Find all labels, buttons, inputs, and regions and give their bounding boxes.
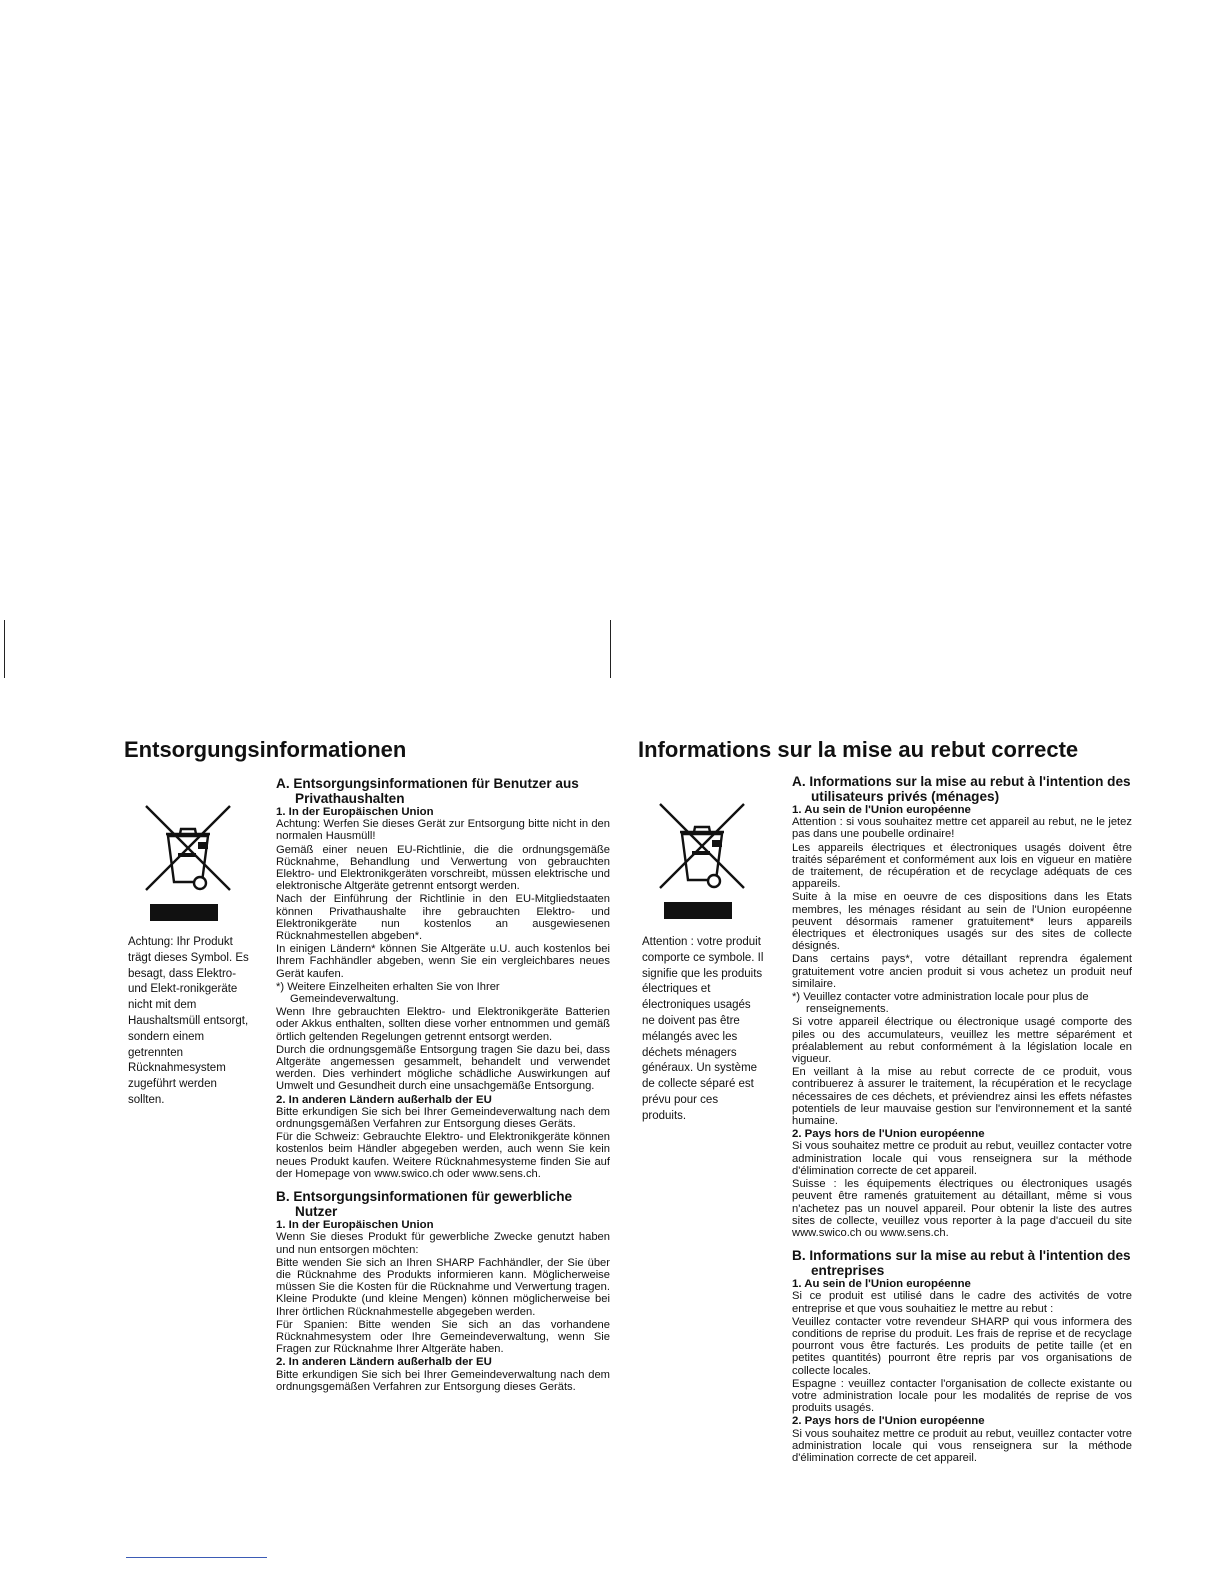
crop-mark-left xyxy=(4,620,5,678)
german-b-paragraph: Bitte erkundigen Sie sich bei Ihrer Gemeindeverwaltung nach dem ordnungsgemäßen Verfahren zur Entsorgung dieses Geräts. xyxy=(276,1368,610,1393)
german-a-paragraph: Für die Schweiz: Gebrauchte Elektro- und Elektronikgeräte können kostenlos beim Händler abgegeben werden, auch wenn Sie kein neues Produkt kaufen. Weitere Rücknahmesysteme finden Sie auf der Homepage von www.swico.ch oder www.sens.ch. xyxy=(276,1131,610,1180)
french-a-paragraph: Suite à la mise en oeuvre de ces dispositions dans les Etats membres, les ménages résidant au sein de l'Union européenne peuvent désormais ramener gratuitement* leurs appareils électriques et électroniques usagés sur des sites de collecte désignés. xyxy=(792,891,1132,953)
german-b-paragraph: Bitte wenden Sie sich an Ihren SHARP Fachhändler, der Sie über die Rücknahme des Produkts informieren kann. Möglicherweise müssen Sie die Kosten für die Rücknahme und Verwertung tragen. Kleine Produkte (und kleine Mengen) können möglicherweise bei Ihrer örtlichen Rücknahmestelle abgegeben werden. xyxy=(276,1256,610,1318)
french-a-subheading-eu: 1. Au sein de l'Union européenne xyxy=(792,804,971,816)
french-b-subheading-eu: 1. Au sein de l'Union européenne xyxy=(792,1278,971,1291)
french-a-paragraph: En veillant à la mise au rebut correcte de ce produit, vous contribuerez à assurer le traitement, la récupération et le recyclage nécessaires de ces déchets, et préviendrez ainsi les effets néfastes potentiels de leur mauvaise gestion sur l'environnement et la santé humaine. xyxy=(792,1066,1132,1128)
german-section-a-heading: A. Entsorgungsinformationen für Benutzer aus Privathaushalten xyxy=(276,776,579,806)
german-a-paragraph: Nach der Einführung der Richtlinie in den EU-Mitgliedstaaten können Privathaushalte ihre gebrauchten Elektro- und Elektronikgeräte nun kostenlos an ausgewiesenen Rücknahmestellen abgeben*. xyxy=(276,893,610,943)
german-body xyxy=(276,776,610,1394)
crossed-out-wheelie-bin-icon xyxy=(140,800,238,922)
french-b-paragraph: Veuillez contacter votre revendeur SHARP qui vous informera des conditions de reprise du produit. Les frais de reprise et de recyclage pourront vous être facturés. Les produits de petite taille (et en petites quantités) pourront être repris par vos organisations de collecte locales. xyxy=(792,1315,1132,1377)
french-section xyxy=(638,736,1136,1464)
german-a-paragraph: Achtung: Werfen Sie dieses Gerät zur Entsorgung bitte nicht in den normalen Hausmüll! xyxy=(276,818,610,843)
german-b-subheading-eu: 1. In der Europäischen Union xyxy=(276,1219,434,1232)
french-b-paragraph: Si vous souhaitez mettre ce produit au rebut, veuillez contacter votre administration locale qui vous renseignera sur la méthode d'élimination correcte de cet appareil. xyxy=(792,1427,1132,1464)
french-a-paragraph: Les appareils électriques et électroniques usagés doivent être traités séparément et conformément aux lois en vigueur en matière de traitement, de récupération et de recyclage adéquats de ces appareils. xyxy=(792,841,1132,891)
german-section xyxy=(124,736,614,1393)
french-a-paragraph: Attention : si vous souhaitez mettre cet appareil au rebut, ne le jetez pas dans une poubelle ordinaire! xyxy=(792,816,1132,841)
french-a-paragraph: Dans certains pays*, votre détaillant reprendra également gratuitement votre ancien produit si vous achetez un produit neuf similaire. xyxy=(792,953,1132,990)
crop-mark-center xyxy=(610,620,611,678)
french-b-paragraph: Espagne : veuillez contacter l'organisation de collecte existante ou votre administration locale pour les modalités de reprise de vos produits usagés. xyxy=(792,1377,1132,1415)
footer-rule xyxy=(126,1557,267,1558)
german-a-subheading-eu: 1. In der Europäischen Union xyxy=(276,806,434,818)
french-a-subheading-non-eu: 2. Pays hors de l'Union européenne xyxy=(792,1128,985,1141)
french-symbol-caption: Attention : votre produit comporte ce symbole. Il signifie que les produits électriques et électroniques usagés ne doivent pas être mélangés avec les déchets ménagers généraux. Un système de collecte séparé est prévu pour ces produits. xyxy=(642,936,764,1122)
crossed-out-wheelie-bin-icon xyxy=(654,798,752,920)
german-b-paragraph: Für Spanien: Bitte wenden Sie sich an das vorhandene Rücknahmesystem oder Ihre Gemeindeverwaltung, wenn Sie Fragen zur Rücknahme Ihrer Altgeräte haben. xyxy=(276,1318,610,1356)
french-b-subheading-non-eu: 2. Pays hors de l'Union européenne xyxy=(792,1415,985,1428)
french-a-paragraph: Si vous souhaitez mettre ce produit au rebut, veuillez contacter votre administration locale qui vous renseignera sur la méthode d'élimination correcte de cet appareil. xyxy=(792,1140,1132,1177)
german-title: Entsorgungsinformationen xyxy=(124,737,407,762)
german-a-footnote: *) Weitere Einzelheiten erhalten Sie von Ihrer Gemeindeverwaltung. xyxy=(276,980,500,1006)
french-b-paragraph: Si ce produit est utilisé dans le cadre des activités de votre entreprise et que vous souhaitiez le mettre au rebut : xyxy=(792,1290,1132,1315)
french-a-paragraph: Si votre appareil électrique ou électronique usagé comporte des piles ou des accumulateurs, veuillez les mettre séparément et préalablement au rebut conformément à la législation locale en vigueur. xyxy=(792,1016,1132,1066)
french-title: Informations sur la mise au rebut correcte xyxy=(638,737,1079,762)
german-a-paragraph: In einigen Ländern* können Sie Altgeräte u.U. auch kostenlos bei Ihrem Fachhändler abgeben, wenn Sie ein vergleichbares neues Gerät kaufen. xyxy=(276,943,610,980)
german-a-paragraph: Wenn Ihre gebrauchten Elektro- und Elektronikgeräte Batterien oder Akkus enthalten, sollten diese vorher entnommen und gemäß örtlich geltenden Regelungen getrennt entsorgt werden. xyxy=(276,1006,610,1043)
german-a-paragraph: Bitte erkundigen Sie sich bei Ihrer Gemeindeverwaltung nach dem ordnungsgemäßen Verfahren zur Entsorgung dieses Geräts. xyxy=(276,1105,610,1131)
german-a-paragraph: Durch die ordnungsgemäße Entsorgung tragen Sie dazu bei, dass Altgeräte angemessen gesammelt, behandelt und verwendet werden. Dies verhindert mögliche schädliche Auswirkungen auf Umwelt und Gesundheit durch eine unsachgemäße Entsorgung. xyxy=(276,1043,610,1093)
german-section-b-heading: B. Entsorgungsinformationen für gewerbliche Nutzer xyxy=(276,1189,573,1220)
german-b-subheading-non-eu: 2. In anderen Ländern außerhalb der EU xyxy=(276,1356,492,1369)
german-symbol-caption: Achtung: Ihr Produkt trägt dieses Symbol. Es besagt, dass Elektro- und Elekt-ronikgeräte nicht mit dem Haushaltsmüll entsorgt, sondern einem getrennten Rücknahmesystem zugeführt werden sollten. xyxy=(128,936,249,1106)
german-b-paragraph: Wenn Sie dieses Produkt für gewerbliche Zwecke genutzt haben und nun entsorgen möchten: xyxy=(276,1231,610,1256)
french-section-a-heading: A. Informations sur la mise au rebut à l'intention des utilisateurs privés (ménages) xyxy=(792,774,1131,804)
french-a-paragraph: Suisse : les équipements électriques ou électroniques usagés peuvent être ramenés gratuitement au détaillant, même si vous n'achetez pas un nouvel appareil. Pour obtenir la liste des autres sites de collecte, veuillez vous reporter à la page d'accueil du site www.swico.ch ou www.sens.ch. xyxy=(792,1178,1132,1239)
french-body xyxy=(792,774,1132,1465)
french-a-footnote: *) Veuillez contacter votre administration locale pour plus de renseignements. xyxy=(792,991,1089,1016)
german-a-subheading-non-eu: 2. In anderen Ländern außerhalb der EU xyxy=(276,1093,492,1106)
french-section-b-heading: B. Informations sur la mise au rebut à l'intention des entreprises xyxy=(792,1248,1131,1279)
german-a-paragraph: Gemäß einer neuen EU-Richtlinie, die die ordnungsgemäße Rücknahme, Behandlung und Verwertung von gebrauchten Elektro- und Elektronikgeräten vorschreibt, müssen elektrische und elektronische Altgeräte getrennt entsorgt werden. xyxy=(276,843,610,893)
